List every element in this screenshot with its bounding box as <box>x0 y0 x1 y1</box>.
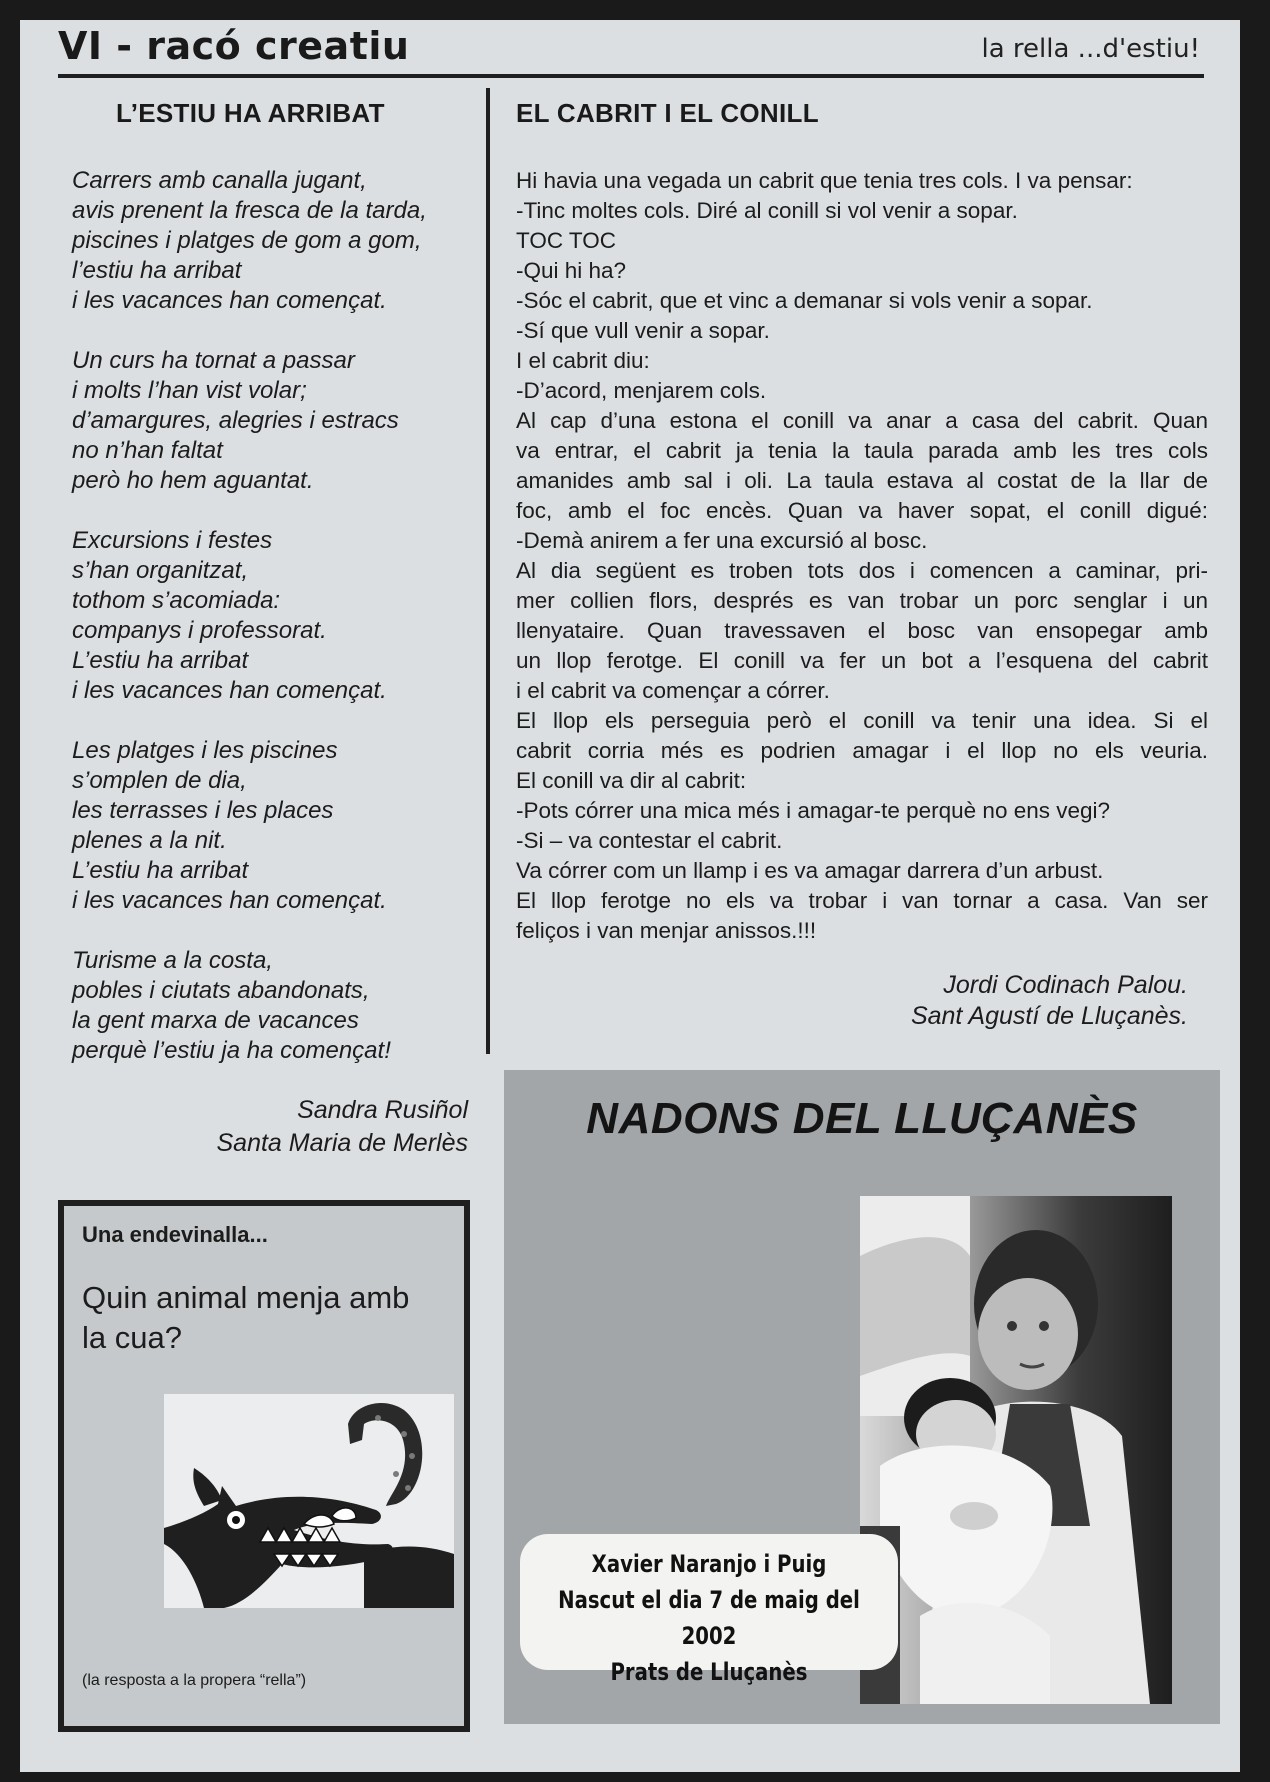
poem-place: Santa Maria de Merlès <box>216 1129 468 1157</box>
story-line: El llop els perseguia però el conill va tenir una idea. Si el <box>516 708 1208 733</box>
story-line: cabrit corria més es podrien amagar i el llop no els veuria. <box>516 738 1208 763</box>
story-line: -Sóc el cabrit, que et vinc a demanar si vols venir a sopar. <box>516 288 1093 313</box>
story-line: -Sí que vull venir a sopar. <box>516 318 770 343</box>
wolf-illustration <box>164 1394 454 1608</box>
poem-line: la gent marxa de vacances <box>72 1007 359 1034</box>
poem-line: piscines i platges de gom a gom, <box>72 227 422 254</box>
baby-caption <box>520 1534 898 1686</box>
poem-signature <box>216 1094 468 1160</box>
story-line: Va córrer com un llamp i es va amagar darrera d’un arbust. <box>516 858 1104 883</box>
story-line: llenyataire. Quan travessaven el bosc van ensopegar amb <box>516 618 1208 643</box>
story-line: foc, amb el foc encès. Quan va haver sopat, el conill digué: <box>516 498 1208 523</box>
poem-line: Les platges i les piscines <box>72 737 338 764</box>
story-body <box>516 166 1208 946</box>
story-line: amanides amb sal i oli. La taula estava al costat de la llar de <box>516 468 1208 493</box>
poem-line: companys i professorat. <box>72 617 327 644</box>
poem-line: i les vacances han començat. <box>72 887 387 914</box>
poem-line: perquè l’estiu ja ha començat! <box>72 1037 391 1064</box>
poem-line: L’estiu ha arribat <box>72 857 249 884</box>
story-signature <box>911 970 1188 1032</box>
riddle-question: Quin animal menja amb la cua? <box>82 1280 410 1355</box>
story-line: El conill va dir al cabrit: <box>516 768 747 793</box>
story-author: Jordi Codinach Palou. <box>943 971 1188 999</box>
story-line: va entrar, el cabrit ja tenia la taula parada amb les tres cols <box>516 438 1208 463</box>
story-line: -Qui hi ha? <box>516 258 627 283</box>
story-line: El llop ferotge no els va trobar i van tornar a casa. Van ser <box>516 888 1208 913</box>
poem-line: d’amargures, alegries i estracs <box>72 407 399 434</box>
poem-line: i molts l’han vist volar; <box>72 377 307 404</box>
poem-line: no n’han faltat <box>72 437 223 464</box>
poem-stanza <box>72 166 482 316</box>
nadons-title: NADONS DEL LLUÇANÈS <box>586 1094 1138 1143</box>
story-line: -Pots córrer una mica més i amagar-te perquè no ens vegi? <box>516 798 1111 823</box>
story-line: -Si – va contestar el cabrit. <box>516 828 783 853</box>
column-divider <box>486 88 490 1054</box>
story-line: Al dia següent es troben tots dos i comencen a caminar, pri- <box>516 558 1208 583</box>
poem-line: Carrers amb canalla jugant, <box>72 167 367 194</box>
baby-town: Prats de Lluçanès <box>610 1658 808 1686</box>
poem-line: s’han organitzat, <box>72 557 249 584</box>
story-place: Sant Agustí de Lluçanès. <box>910 1002 1188 1030</box>
nadons-box <box>504 1070 1220 1724</box>
poem-stanza <box>72 526 482 706</box>
magazine-page <box>20 20 1240 1772</box>
poem-line: plenes a la nit. <box>72 827 227 854</box>
poem-line: tothom s’acomiada: <box>72 587 281 614</box>
poem-line: i les vacances han començat. <box>72 287 387 314</box>
story-line: -Demà anirem a fer una excursió al bosc. <box>516 528 928 553</box>
story-line: I el cabrit diu: <box>516 348 650 373</box>
poem-line: avis prenent la fresca de la tarda, <box>72 197 427 224</box>
baby-birth-date: Nascut el dia 7 de maig del 2002 <box>558 1586 860 1650</box>
poem-line: L’estiu ha arribat <box>72 647 249 674</box>
poem-line: l’estiu ha arribat <box>72 257 242 284</box>
baby-photo-image <box>860 1196 1172 1704</box>
riddle-note: (la resposta a la propera “rella”) <box>82 1672 307 1689</box>
riddle-title: Una endevinalla... <box>82 1222 268 1247</box>
poem-line: s’omplen de dia, <box>72 767 247 794</box>
publication-name: la rella ...d'estiu! <box>981 34 1200 64</box>
poem-title: L’ESTIU HA ARRIBAT <box>116 98 385 128</box>
header-divider <box>58 74 1204 78</box>
section-title: VI - racó creatiu <box>58 24 410 68</box>
poem-author: Sandra Rusiñol <box>297 1096 468 1124</box>
baby-name: Xavier Naranjo i Puig <box>591 1550 827 1578</box>
poem-line: però ho hem aguantat. <box>72 467 314 494</box>
story-line: Al cap d’una estona el conill va anar a casa del cabrit. Quan <box>516 408 1208 433</box>
poem-line: pobles i ciutats abandonats, <box>72 977 370 1004</box>
story-line: Hi havia una vegada un cabrit que tenia tres cols. I va pensar: <box>516 168 1133 193</box>
story-line: un llop ferotge. El conill va fer un bot a l’esquena del cabrit <box>516 648 1208 673</box>
riddle-box <box>58 1200 470 1732</box>
story-line: -D’acord, menjarem cols. <box>516 378 767 403</box>
story-line: i el cabrit va començar a córrer. <box>516 678 830 703</box>
poem-stanza <box>72 736 482 916</box>
story-line: feliços i van menjar anissos.!!! <box>516 918 817 943</box>
story-line: mer collien flors, després es van trobar un porc senglar i un <box>516 588 1208 613</box>
story-line: -Tinc moltes cols. Diré al conill si vol venir a sopar. <box>516 198 1018 223</box>
poem-stanza <box>72 946 482 1066</box>
story-title: EL CABRIT I EL CONILL <box>516 98 819 128</box>
wolf-icon <box>164 1394 454 1608</box>
baby-photo <box>860 1196 1172 1704</box>
poem-line: Turisme a la costa, <box>72 947 273 974</box>
poem-stanza <box>72 346 482 496</box>
poem-line: Un curs ha tornat a passar <box>72 347 355 374</box>
story-line: TOC TOC <box>516 228 617 253</box>
poem-line: i les vacances han començat. <box>72 677 387 704</box>
poem-line: les terrasses i les places <box>72 797 334 824</box>
poem-body <box>72 166 482 1096</box>
poem-line: Excursions i festes <box>72 527 273 554</box>
